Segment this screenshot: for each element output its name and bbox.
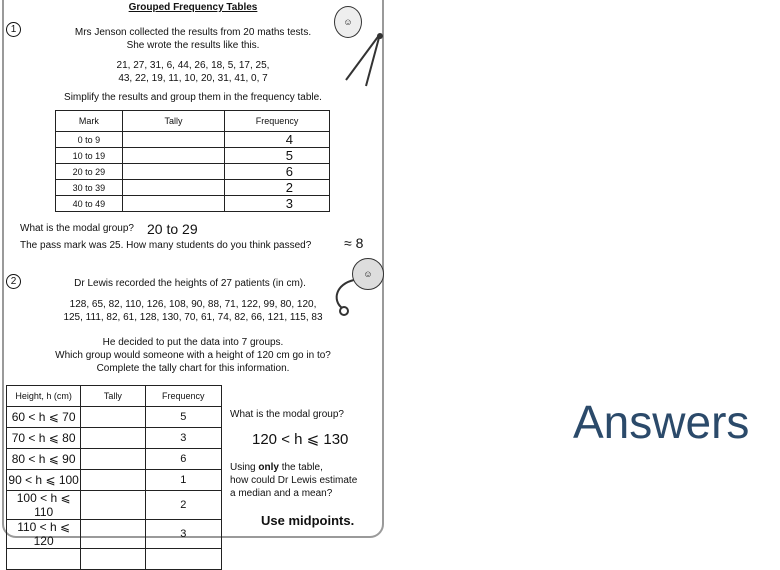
frequency-cell[interactable]: 6: [145, 449, 221, 470]
q2-estimate-answer: Use midpoints.: [261, 513, 355, 528]
q2-estimate-line1-end: the table,: [278, 462, 323, 473]
frequency-cell[interactable]: 3: [225, 196, 330, 212]
q2-estimate-line1: [230, 461, 323, 474]
q2-instruction-line1: He decided to put the data into 7 groups.: [102, 337, 284, 348]
q2-frequency-table: [6, 385, 222, 570]
frequency-cell[interactable]: 3: [145, 520, 221, 549]
tally-cell[interactable]: [81, 428, 145, 449]
column-header-tally: Tally: [81, 386, 145, 407]
column-header-mark: Mark: [56, 111, 123, 132]
table-row: [56, 196, 330, 212]
q1-pass-question: The pass mark was 25. How many students do you think passed?: [20, 240, 312, 251]
table-row: [56, 132, 330, 148]
table-row: [7, 407, 222, 428]
mark-cell: 40 to 49: [56, 196, 123, 212]
tally-cell[interactable]: [122, 148, 224, 164]
tally-cell[interactable]: [122, 180, 224, 196]
height-range-cell: 80 < h ⩽ 90: [7, 449, 81, 470]
table-row: [7, 449, 222, 470]
frequency-cell[interactable]: 2: [145, 491, 221, 520]
q1-frequency-table: [55, 110, 330, 212]
q1-modal-question: What is the modal group?: [20, 223, 134, 234]
tally-cell[interactable]: [81, 491, 145, 520]
height-range-cell: 90 < h ⩽ 100: [7, 470, 81, 491]
q2-instruction-line3: Complete the tally chart for this information.: [96, 363, 290, 374]
table-row: [7, 470, 222, 491]
question-2-number: 2: [6, 274, 21, 289]
worksheet-title: Grouped Frequency Tables: [128, 2, 258, 13]
height-range-cell: 100 < h ⩽ 110: [7, 491, 81, 520]
doctor-face-icon: ☺: [352, 258, 384, 290]
frequency-cell[interactable]: 5: [225, 148, 330, 164]
table-row: [7, 520, 222, 549]
q1-instruction: Simplify the results and group them in the frequency table.: [64, 92, 322, 103]
q2-estimate-line3: a median and a mean?: [230, 488, 333, 499]
q2-intro: Dr Lewis recorded the heights of 27 patients (in cm).: [74, 278, 306, 289]
question-1-number: 1: [6, 22, 21, 37]
table-row: [56, 164, 330, 180]
teacher-face-icon: ☺: [334, 6, 362, 38]
q2-estimate-only: only: [258, 462, 279, 473]
tally-cell[interactable]: [81, 407, 145, 428]
answers-label: Answers: [573, 396, 750, 448]
frequency-cell[interactable]: 6: [225, 164, 330, 180]
frequency-cell[interactable]: 5: [145, 407, 221, 428]
q1-data-line1: 21, 27, 31, 6, 44, 26, 18, 5, 17, 25,: [116, 60, 270, 71]
tally-cell[interactable]: [81, 449, 145, 470]
table-row: [7, 549, 222, 570]
frequency-cell[interactable]: 1: [145, 470, 221, 491]
q1-pass-answer: ≈ 8: [344, 235, 364, 251]
q1-data-line2: 43, 22, 19, 11, 10, 20, 31, 41, 0, 7: [118, 73, 268, 84]
q1-modal-answer: 20 to 29: [147, 221, 198, 237]
tally-cell[interactable]: [81, 470, 145, 491]
tally-cell[interactable]: [122, 196, 224, 212]
column-header-tally: Tally: [122, 111, 224, 132]
q2-modal-answer: 120 < h ⩽ 130: [252, 431, 349, 448]
frequency-cell[interactable]: [145, 549, 221, 570]
tally-cell[interactable]: [81, 520, 145, 549]
q2-estimate-line2: how could Dr Lewis estimate: [230, 475, 358, 486]
mark-cell: 10 to 19: [56, 148, 123, 164]
table-header-row: [7, 386, 222, 407]
height-range-cell: 60 < h ⩽ 70: [7, 407, 81, 428]
q2-modal-question: What is the modal group?: [230, 409, 344, 420]
column-header-frequency: Frequency: [225, 111, 330, 132]
table-header-row: [56, 111, 330, 132]
q2-data-line2: 125, 111, 82, 61, 128, 130, 70, 61, 74, 82, 66, 121, 115, 83: [63, 312, 323, 323]
q2-data-line1: 128, 65, 82, 110, 126, 108, 90, 88, 71, 122, 99, 80, 120,: [69, 299, 317, 310]
frequency-cell[interactable]: 4: [225, 132, 330, 148]
height-range-cell: 70 < h ⩽ 80: [7, 428, 81, 449]
mark-cell: 20 to 29: [56, 164, 123, 180]
table-row: [7, 491, 222, 520]
table-row: [56, 180, 330, 196]
frequency-cell[interactable]: 3: [145, 428, 221, 449]
q2-estimate-line1-start: Using: [230, 462, 259, 473]
column-header-height: Height, h (cm): [7, 386, 81, 407]
q2-instruction-line2: Which group would someone with a height of 120 cm go in to?: [55, 350, 331, 361]
q1-intro-line1: Mrs Jenson collected the results from 20 maths tests.: [74, 27, 312, 38]
height-range-cell: [7, 549, 81, 570]
height-range-cell: 110 < h ⩽ 120: [7, 520, 81, 549]
mark-cell: 0 to 9: [56, 132, 123, 148]
tally-cell[interactable]: [81, 549, 145, 570]
tally-cell[interactable]: [122, 132, 224, 148]
mark-cell: 30 to 39: [56, 180, 123, 196]
column-header-frequency: Frequency: [145, 386, 221, 407]
q1-intro-line2: She wrote the results like this.: [126, 40, 260, 51]
frequency-cell[interactable]: 2: [225, 180, 330, 196]
table-row: [56, 148, 330, 164]
table-row: [7, 428, 222, 449]
tally-cell[interactable]: [122, 164, 224, 180]
